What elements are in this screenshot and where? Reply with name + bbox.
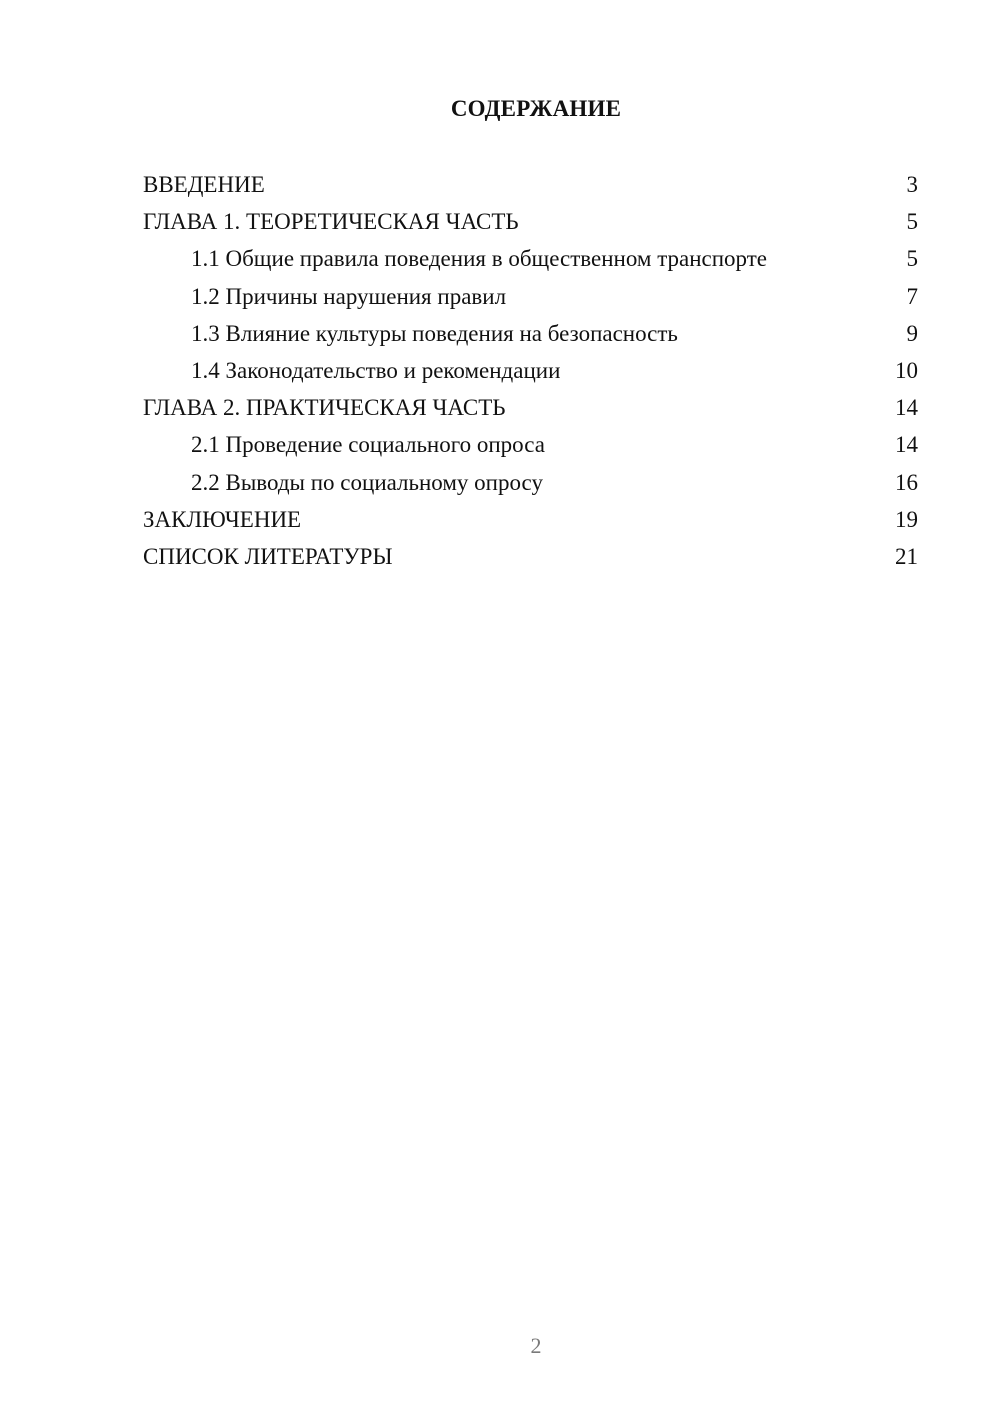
toc-entry-label: СПИСОК ЛИТЕРАТУРЫ	[143, 543, 393, 569]
toc-entry-label: ГЛАВА 2. ПРАКТИЧЕСКАЯ ЧАСТЬ	[143, 395, 506, 421]
toc-entry-page: 19	[895, 506, 918, 532]
toc-entry-page: 14	[895, 432, 918, 458]
toc-entry-label: 2.2 Выводы по социальному опросу	[191, 469, 543, 495]
toc-entry-label: ВВЕДЕНИЕ	[143, 172, 265, 197]
toc-entry-label: ЗАКЛЮЧЕНИЕ	[143, 506, 302, 532]
toc-entry-label: 1.2 Причины нарушения правил	[191, 283, 507, 309]
toc-entry-page: 14	[895, 395, 918, 421]
toc-subentry[interactable]	[143, 278, 918, 315]
toc-subentry[interactable]	[143, 240, 918, 277]
toc-entry-label: 1.3 Влияние культуры поведения на безопасность	[191, 320, 678, 346]
toc-entry[interactable]	[143, 538, 918, 575]
toc-subentry[interactable]	[143, 352, 918, 389]
page-title: СОДЕРЖАНИЕ	[450, 96, 622, 121]
page-number: 2	[530, 1333, 542, 1358]
toc-entry-page: 21	[895, 543, 918, 569]
toc-entry-page: 5	[906, 246, 918, 272]
toc-entry-label: ГЛАВА 1. ТЕОРЕТИЧЕСКАЯ ЧАСТЬ	[143, 209, 519, 235]
toc-entry-page: 5	[906, 209, 918, 235]
toc-entry-page: 3	[906, 172, 918, 197]
toc-entry-page: 7	[906, 283, 918, 309]
table-of-contents	[143, 166, 918, 575]
toc-entry[interactable]	[143, 389, 918, 426]
toc-entry-page: 16	[895, 469, 918, 495]
toc-entry-label: 2.1 Проведение социального опроса	[191, 432, 545, 458]
toc-entry-label: 1.1 Общие правила поведения в общественном транспорте	[191, 246, 768, 272]
toc-entry-label: 1.4 Законодательство и рекомендации	[191, 357, 561, 383]
toc-subentry[interactable]	[143, 464, 918, 501]
toc-subentry[interactable]	[143, 426, 918, 463]
toc-entry[interactable]	[143, 203, 918, 240]
toc-entry-page: 9	[906, 320, 918, 346]
toc-subentry[interactable]	[143, 315, 918, 352]
toc-entry-page: 10	[895, 357, 918, 383]
toc-entry[interactable]	[143, 166, 918, 203]
toc-entry[interactable]	[143, 501, 918, 538]
